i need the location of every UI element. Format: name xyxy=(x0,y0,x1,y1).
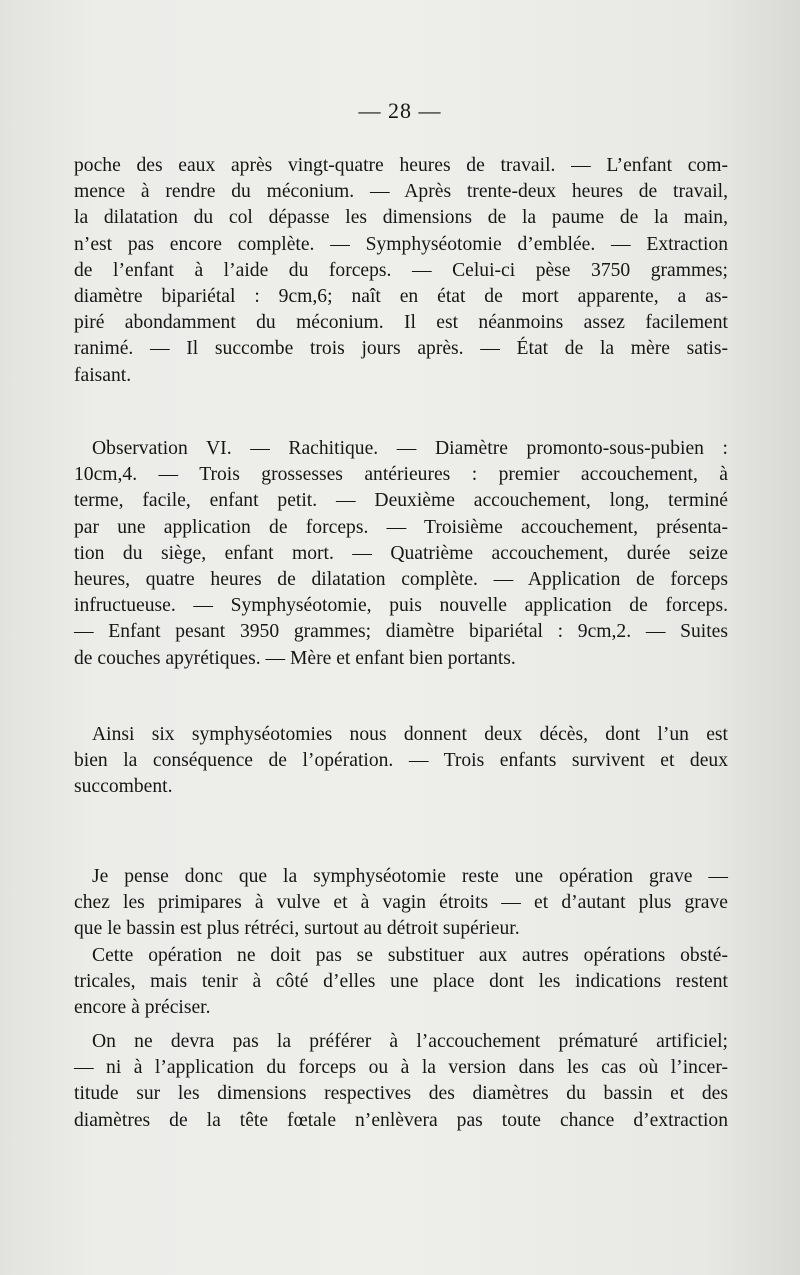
text-line: diamètres de la tête fœtale n’enlèvera pas toute chance d’extraction xyxy=(74,1109,728,1131)
text-line: n’est pas encore complète. — Symphyséotomie d’emblée. — Extraction xyxy=(74,233,728,255)
text-line: — ni à l’application du forceps ou à la version dans les cas où l’incer- xyxy=(74,1057,728,1079)
text-line: 10cm,4. — Trois grossesses antérieures : premier accouchement, à xyxy=(74,464,728,486)
text-line: que le bassin est plus rétréci, surtout au détroit supérieur. xyxy=(74,918,520,940)
text-line: par une application de forceps. — Troisième accouchement, présenta- xyxy=(74,516,728,538)
paragraph-observation-vi xyxy=(74,436,728,672)
text-line: terme, facile, enfant petit. — Deuxième accouchement, long, terminé xyxy=(74,490,728,512)
paragraph-conclusion xyxy=(74,864,728,943)
text-line: — Enfant pesant 3950 grammes; diamètre bipariétal : 9cm,2. — Suites xyxy=(74,621,728,643)
text-line: succombent. xyxy=(74,776,173,798)
text-line: On ne devra pas la préférer à l’accouchement prématuré artificiel; xyxy=(92,1031,728,1052)
text-line: tricales, mais tenir à côté d’elles une place dont les indications restent xyxy=(74,971,728,993)
text-line: heures, quatre heures de dilatation complète. — Application de forceps xyxy=(74,568,728,590)
text-line: Observation VI. — Rachitique. — Diamètre promonto-sous-pubien : xyxy=(92,438,728,459)
page-number: — 28 — xyxy=(358,98,442,123)
text-line: de couches apyrétiques. — Mère et enfant bien portants. xyxy=(74,647,516,669)
text-line: Je pense donc que la symphyséotomie reste une opération grave — xyxy=(92,866,728,887)
text-line: mence à rendre du méconium. — Après trente-deux heures de travail, xyxy=(74,181,728,203)
text-line: de l’enfant à l’aide du forceps. — Celui-ci pèse 3750 grammes; xyxy=(74,259,728,281)
text-line: chez les primipares à vulve et à vagin étroits — et d’autant plus grave xyxy=(74,892,728,914)
text-line: encore à préciser. xyxy=(74,997,211,1019)
paragraph-preference xyxy=(74,1029,728,1134)
paragraph-case-continuation xyxy=(74,153,728,389)
text-line: infructueuse. — Symphyséotomie, puis nouvelle application de forceps. xyxy=(74,595,728,617)
text-line: diamètre bipariétal : 9cm,6; naît en état de mort apparente, a as- xyxy=(74,285,728,307)
text-line: Ainsi six symphyséotomies nous donnent deux décès, dont l’un est xyxy=(92,724,728,745)
text-line: bien la conséquence de l’opération. — Trois enfants survivent et deux xyxy=(74,750,728,772)
text-line: Cette opération ne doit pas se substituer aux autres opérations obsté- xyxy=(92,945,728,966)
text-line: titude sur les dimensions respectives des diamètres du bassin et des xyxy=(74,1083,728,1105)
text-line: poche des eaux après vingt-quatre heures de travail. — L’enfant com- xyxy=(74,155,728,176)
text-line: la dilatation du col dépasse les dimensions de la paume de la main, xyxy=(74,207,728,229)
text-line: ranimé. — Il succombe trois jours après. — État de la mère satis- xyxy=(74,338,728,360)
text-line: faisant. xyxy=(74,364,132,386)
text-line: tion du siège, enfant mort. — Quatrième accouchement, durée seize xyxy=(74,542,728,564)
text-line: piré abondamment du méconium. Il est néanmoins assez facilement xyxy=(74,312,728,334)
paragraph-operation xyxy=(74,943,728,1022)
paragraph-summary xyxy=(74,722,728,801)
